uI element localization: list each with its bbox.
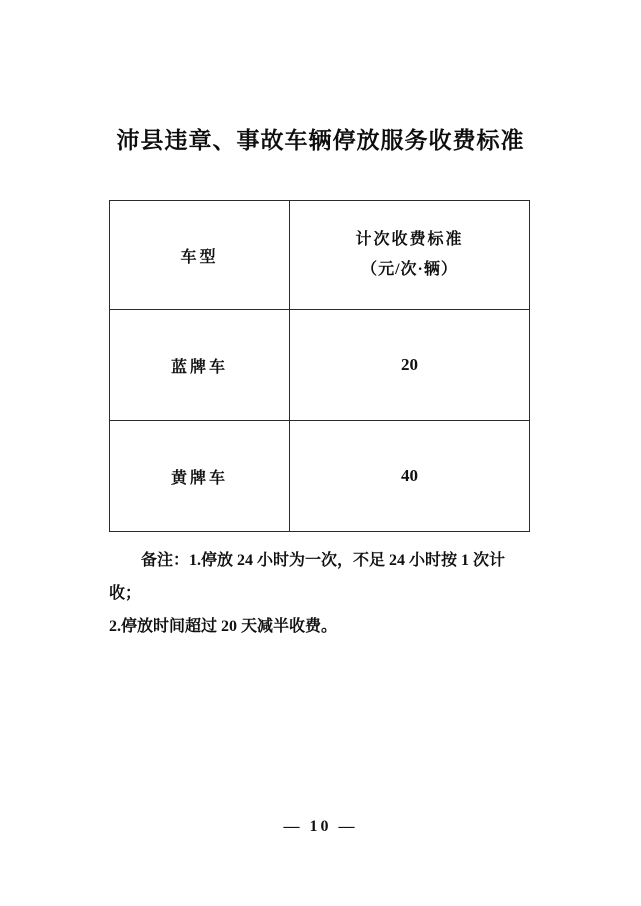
vehicle-type-label: 蓝牌车 — [170, 358, 228, 376]
fee-value: 40 — [401, 466, 418, 485]
header-cell-vehicle-type — [110, 201, 290, 310]
header-label-fee-unit: （元/次·辆） — [361, 261, 458, 278]
table-row — [110, 421, 530, 532]
header-cell-fee-standard — [290, 201, 530, 310]
fee-standard-table — [109, 200, 530, 532]
header-label-fee-standard: 计次收费标准 — [355, 230, 464, 248]
page-title: 沛县违章、事故车辆停放服务收费标准 — [116, 128, 525, 153]
notes-block — [109, 545, 534, 643]
table-row — [110, 310, 530, 421]
note-line-2 — [109, 611, 534, 644]
cell-vehicle-type — [110, 421, 290, 532]
vehicle-type-label: 黄牌车 — [170, 469, 228, 487]
cell-fee-value — [290, 421, 530, 532]
header-label-vehicle-type: 车型 — [180, 248, 219, 266]
page-number: — 10 — — [283, 818, 358, 835]
cell-fee-value — [290, 310, 530, 421]
note-text-2: 2.停放时间超过 20 天减半收费。 — [109, 617, 338, 635]
table-header-row — [110, 201, 530, 310]
fee-value: 20 — [401, 355, 418, 374]
note-text-1: 备注：1.停放 24 小时为一次，不足 24 小时按 1 次计收； — [109, 552, 506, 602]
cell-vehicle-type — [110, 310, 290, 421]
note-line-1 — [109, 545, 534, 611]
